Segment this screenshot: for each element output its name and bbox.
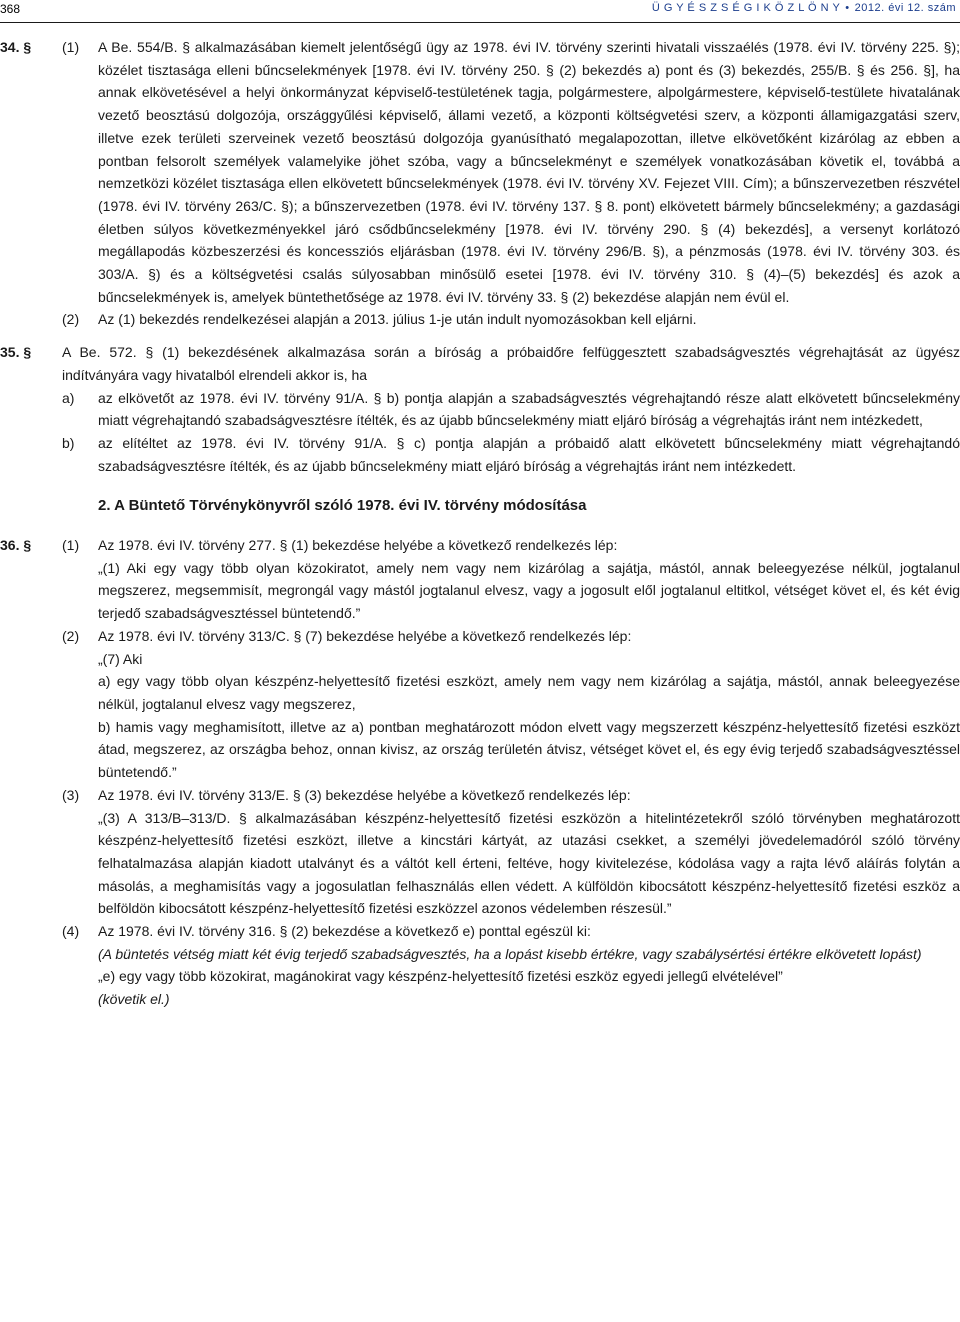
- header-rule: [0, 22, 960, 23]
- list-item: [62, 387, 960, 432]
- section-intro: A Be. 572. § (1) bekezdésének alkalmazása során a bíróság a próbaidőre felfüggesztett szabadságvesztés végrehajtását az ügyész indítványára vagy hivatalból elrendeli akkor is, ha: [62, 344, 960, 383]
- paragraph-number: (4): [62, 923, 80, 940]
- context-text: (A büntetés vétség miatt két évig terjedő szabadságvesztés, ha a lopást kisebb értékre, vagy szabálysértési értékre elkövetett lopást): [98, 945, 922, 962]
- paragraph-number: (3): [62, 786, 80, 803]
- section-34: [0, 36, 960, 331]
- item-label: a): [62, 389, 75, 406]
- quoted-provision: „(7) Aki: [98, 650, 143, 667]
- paragraph: [62, 625, 960, 784]
- page-header: [0, 0, 960, 24]
- section-number: 35. §: [0, 344, 32, 361]
- context-text: (követik el.): [98, 991, 170, 1008]
- paragraph-intro: Az 1978. évi IV. törvény 277. § (1) bekezdése helyébe a következő rendelkezés lép:: [98, 537, 618, 554]
- paragraph-number: (2): [62, 311, 80, 328]
- running-title: [652, 2, 956, 14]
- paragraph-text: A Be. 554/B. § alkalmazásában kiemelt jelentőségű ügy az 1978. évi IV. törvény szerinti hivatali visszaélés (1978. évi IV. törvény 225. §); közélet tisztasága elleni bűncselekmények [1978. évi IV. törvény 250. § (2) bekezdés a) pont és (3) bekezdés, 255/B. § és 256. §], ha annak elkövetésével a helyi önkormányzat képviselő-testületének tagja, polgármestere, alpolgármestere, képviselő-testülete hivatalának vezető beosztású dolgozója, országgyűlési képviselő, állami vezető, a központi költségvetési szerv, a központi államigazgatási szerv, illetve ezek területi szerveinek vezető beosztású dolgozója gyanúsítható megalapozottan, illetve elkövetőként kizárólag az ebben a pontban felsorolt személyek valamelyike jöhet szóba, vagy a bűncselekményt e személyek vonatkozásában követik el, továbbá a nemzetközi közélet tisztasága ellen elkövetett bűncselekmények (1978. évi IV. törvény XV. Fejezet VIII. Cím); a bűnszervezetben részvétel (1978. évi IV. törvény 263/C. §); a bűnszervezetben (1978. évi IV. törvény 137. § 8. pont) elkövetett bármely bűncselekmény; a gazdasági életben súlyos következményekkel járó csődbűncselekmény [1978. évi IV. törvény 290. § (4) bekezdés], a versenyt korlátozó megállapodás közbeszerzési és koncessziós eljárásban (1978. évi IV. törvény 296/B. §), a pénzmosás (1978. évi IV. törvény 303. és 303/A. §) és a költségvetési csalás súlyosabban minősülő esetei [1978. évi IV. törvény 310. § (4)–(5) bekezdés] és azok a bűncselekmények is, amelyek büntethetősége az 1978. évi IV. törvény 33. § (2) bekezdése alapján nem évül el.: [98, 39, 960, 305]
- paragraph-number: (2): [62, 627, 80, 644]
- section-number: 36. §: [0, 537, 32, 554]
- section-35: [0, 341, 960, 477]
- section-number: 34. §: [0, 39, 32, 55]
- paragraph-intro: Az 1978. évi IV. törvény 316. § (2) bekezdése a következő e) ponttal egészül ki:: [98, 923, 591, 940]
- quoted-provision: „(1) Aki egy vagy több olyan közokiratot, amely nem vagy nem kizárólag a sajátja, mástól, annak beleegyezése nélkül, jogtalanul megszerez, megsemmisít, megrongál vagy mástól jogtalanul elvesz, vagy a jogosult elől jogtalanul eltitkol, vétséget követ el, és két évig terjedő szabadságvesztéssel büntetendő.”: [98, 559, 960, 622]
- paragraph: [62, 920, 960, 1011]
- paragraph: [62, 36, 960, 308]
- bullet-separator: •: [845, 2, 850, 14]
- paragraph: [62, 534, 960, 625]
- quoted-provision: b) hamis vagy meghamisított, illetve az a) pontban meghatározott módon elvett vagy megszerzett készpénz-helyettesítő fizetési eszközt átad, megszerez, az országba behoz, onnan kivisz, az ország területén átvisz, vétséget követ el, és egy évig terjedő szabadságvesztéssel büntetendő.”: [98, 718, 960, 781]
- document-body: [0, 36, 960, 1021]
- item-label: b): [62, 434, 75, 451]
- paragraph-intro: Az 1978. évi IV. törvény 313/E. § (3) bekezdése helyébe a következő rendelkezés lép:: [98, 786, 631, 803]
- quoted-provision: „(3) A 313/B–313/D. § alkalmazásában készpénz-helyettesítő fizetési eszközön a hitelintézetekről szóló törvényben meghatározott készpénz-helyettesítő fizetési eszközt, illetve a kincstári kártyát, az utazási csekket, a személyi jövedelemadóról szóló törvény felhatalmazása alapján kiadott utalványt és a váltót kell érteni, feltéve, hogy kivitelezése, kódolása vagy a rajta lévő aláírás folytán a másolás, a meghamisítás vagy a jogosulatlan felhasználás ellen védett. A külföldön kibocsátott készpénz-helyettesítő fizetési eszköz a belföldön kibocsátott készpénz-helyettesítő fizetési eszközzel azonos védelemben részesül.”: [98, 809, 960, 917]
- journal-name: Ü G Y É S Z S É G I K Ö Z L Ö N Y: [651, 2, 841, 14]
- paragraph-number: (1): [62, 537, 80, 554]
- section-36: [0, 534, 960, 1011]
- paragraph: [62, 308, 960, 331]
- paragraph: [62, 784, 960, 920]
- quoted-provision: „e) egy vagy több közokirat, magánokirat vagy készpénz-helyettesítő fizetési eszköz egyedi jellegű elvételével”: [98, 968, 783, 985]
- paragraph-text: Az (1) bekezdés rendelkezései alapján a 2013. július 1-je után indult nyomozásokban kell eljárni.: [98, 311, 697, 328]
- item-text: az elkövetőt az 1978. évi IV. törvény 91/A. § b) pontja alapján a szabadságvesztés végrehajtandó része alatt elkövetett bűncselekmény miatt végrehajtandó szabadságvesztésre ítélték, és az újabb bűncselekmény miatt eljáró bíróság a végrehajtás iránt nem intézkedett,: [98, 389, 960, 429]
- item-text: az elítéltet az 1978. évi IV. törvény 91/A. § c) pontja alapján a próbaidő alatt elkövetett bűncselekmény miatt végrehajtandó szabadságvesztésre ítélték, és az újabb bűncselekmény miatt eljáró bíróság a végrehajtás iránt nem intézkedett.: [98, 434, 960, 474]
- chapter-heading: 2. A Büntető Törvénykönyvről szóló 1978. évi IV. törvény módosítása: [98, 497, 587, 515]
- issue-label: 2012. évi 12. szám: [854, 2, 956, 14]
- paragraph-number: (1): [62, 39, 80, 55]
- quoted-provision: a) egy vagy több olyan készpénz-helyettesítő fizetési eszközt, amely nem vagy nem kizárólag a sajátja, mástól, annak beleegyezése nélkül, jogtalanul elvesz vagy megszerez,: [98, 673, 960, 712]
- list-item: [62, 432, 960, 477]
- page-number: 368: [0, 2, 21, 16]
- paragraph-intro: Az 1978. évi IV. törvény 313/C. § (7) bekezdése helyébe a következő rendelkezés lép:: [98, 627, 632, 644]
